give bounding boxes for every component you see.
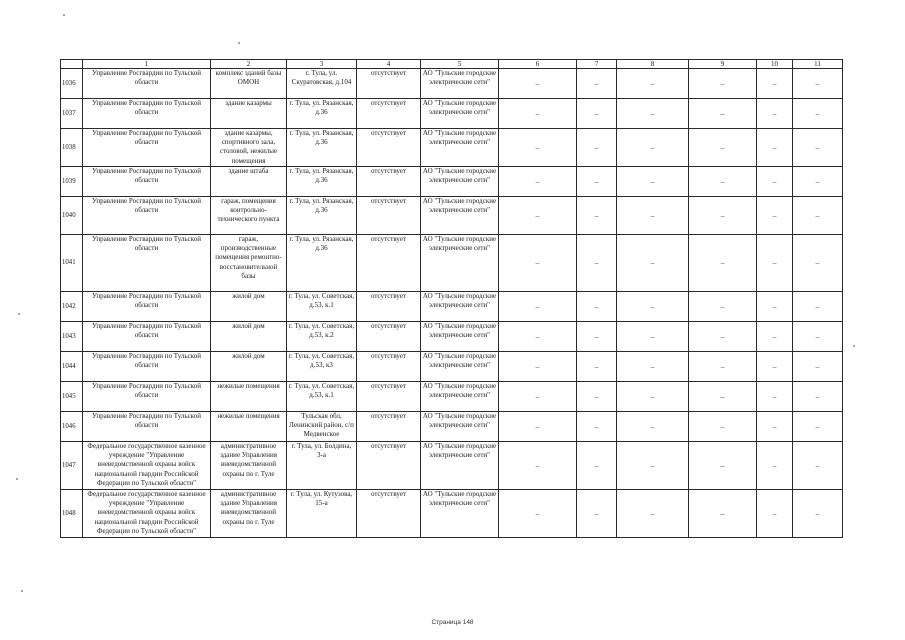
grid-owner-cell: АО "Тульские городские электрические сети" [421,235,499,292]
row-number-cell: 1044 [61,352,83,382]
empty-value-cell: – [499,442,577,490]
object-cell: жилой дом [211,322,287,352]
table-row [61,69,843,99]
empty-value-cell: – [793,292,843,322]
empty-value-cell: – [617,292,689,322]
table-row [61,322,843,352]
empty-value-cell: – [577,99,617,129]
empty-value-cell: – [617,442,689,490]
empty-value-cell: – [793,490,843,538]
table-row [61,167,843,197]
status-cell: отсутствует [357,442,421,490]
header-row [61,60,843,69]
empty-value-cell: – [577,235,617,292]
row-number-cell: 1045 [61,382,83,412]
empty-value-cell: – [499,322,577,352]
row-number-cell: 1040 [61,197,83,235]
empty-value-cell: – [689,292,757,322]
scan-speck [21,590,23,592]
empty-value-cell: – [577,442,617,490]
grid-owner-cell: АО "Тульские городские электрические сети" [421,99,499,129]
empty-value-cell: – [757,352,793,382]
header-cell: 8 [617,60,689,69]
empty-value-cell: – [757,412,793,442]
row-number-cell: 1048 [61,490,83,538]
empty-value-cell: – [499,292,577,322]
address-cell: г. Тула, ул. Рязанская, д.36 [287,235,357,292]
empty-value-cell: – [757,382,793,412]
object-cell: гараж, производственные помещения ремонтно-восстановительной базы [211,235,287,292]
empty-value-cell: – [757,167,793,197]
scan-speck [238,42,240,44]
grid-owner-cell: АО "Тульские городские электрические сети" [421,412,499,442]
empty-value-cell: – [577,352,617,382]
empty-value-cell: – [617,69,689,99]
address-cell: г. Тула, ул. Рязанская, д.36 [287,197,357,235]
object-cell: жилой дом [211,292,287,322]
empty-value-cell: – [617,197,689,235]
empty-value-cell: – [617,99,689,129]
object-cell: административное здание Управления вневедомственной охраны по г. Туле [211,490,287,538]
empty-value-cell: – [689,129,757,167]
status-cell: отсутствует [357,129,421,167]
header-cell: 1 [83,60,211,69]
grid-owner-cell: АО "Тульские городские электрические сети" [421,197,499,235]
empty-value-cell: – [577,167,617,197]
status-cell: отсутствует [357,382,421,412]
address-cell: Тульская обл, Ленинский район, с/п Медвенское [287,412,357,442]
organization-cell: Управление Росгвардии по Тульской области [83,99,211,129]
empty-value-cell: – [499,129,577,167]
header-cell: 10 [757,60,793,69]
table-row [61,412,843,442]
page-number: Страница 148 [431,619,474,626]
header-cell: 11 [793,60,843,69]
row-number-cell: 1038 [61,129,83,167]
empty-value-cell: – [689,235,757,292]
status-cell: отсутствует [357,197,421,235]
status-cell: отсутствует [357,490,421,538]
table-row [61,235,843,292]
organization-cell: Управление Росгвардии по Тульской области [83,129,211,167]
grid-owner-cell: АО "Тульские городские электрические сети" [421,442,499,490]
empty-value-cell: – [689,322,757,352]
header-cell: 2 [211,60,287,69]
grid-owner-cell: АО "Тульские городские электрические сети" [421,382,499,412]
scan-speck [853,345,855,347]
organization-cell: Федеральное государственное казенное учреждение "Управление вневедомственной охраны войск национальной гвардии Российской Федерации по Тульской области" [83,490,211,538]
empty-value-cell: – [617,352,689,382]
object-cell: здание казармы, спортивного зала, столовой, нежилые помещения [211,129,287,167]
status-cell: отсутствует [357,167,421,197]
empty-value-cell: – [793,129,843,167]
object-cell: нежилые помещения [211,382,287,412]
organization-cell: Управление Росгвардии по Тульской области [83,412,211,442]
empty-value-cell: – [793,235,843,292]
empty-value-cell: – [617,382,689,412]
status-cell: отсутствует [357,99,421,129]
empty-value-cell: – [617,129,689,167]
empty-value-cell: – [499,382,577,412]
empty-value-cell: – [617,167,689,197]
empty-value-cell: – [499,490,577,538]
header-cell: 9 [689,60,757,69]
table-row [61,292,843,322]
scan-speck [63,14,65,16]
status-cell: отсутствует [357,352,421,382]
object-cell: комплекс зданий базы ОМОН [211,69,287,99]
empty-value-cell: – [757,99,793,129]
row-number-cell: 1046 [61,412,83,442]
status-cell: отсутствует [357,69,421,99]
empty-value-cell: – [757,490,793,538]
empty-value-cell: – [757,129,793,167]
registry-table [60,59,843,538]
empty-value-cell: – [757,235,793,292]
address-cell: г. Тула, ул. Кутузова, 15-а [287,490,357,538]
row-number-cell: 1041 [61,235,83,292]
empty-value-cell: – [793,322,843,352]
empty-value-cell: – [617,412,689,442]
table-row [61,99,843,129]
organization-cell: Управление Росгвардии по Тульской области [83,352,211,382]
empty-value-cell: – [577,69,617,99]
empty-value-cell: – [577,382,617,412]
grid-owner-cell: АО "Тульские городские электрические сети" [421,129,499,167]
object-cell: административное здание Управления вневедомственной охраны по г. Туле [211,442,287,490]
empty-value-cell: – [689,99,757,129]
object-cell: здание штаба [211,167,287,197]
address-cell: г. Тула, ул. Советская, д.53, к.2 [287,322,357,352]
empty-value-cell: – [577,412,617,442]
empty-value-cell: – [757,322,793,352]
empty-value-cell: – [617,235,689,292]
address-cell: г. Тула, ул. Советская, д.53, к3 [287,352,357,382]
grid-owner-cell: АО "Тульские городские электрические сети" [421,69,499,99]
address-cell: г. Тула, ул. Советская, д.53, к.1 [287,382,357,412]
empty-value-cell: – [793,99,843,129]
empty-value-cell: – [793,69,843,99]
organization-cell: Управление Росгвардии по Тульской области [83,69,211,99]
object-cell: здание казармы [211,99,287,129]
object-cell: нежилые помещения [211,412,287,442]
row-number-cell: 1037 [61,99,83,129]
empty-value-cell: – [689,490,757,538]
address-cell: г. Тула, ул. Скуратовская, д.104 [287,69,357,99]
empty-value-cell: – [617,490,689,538]
organization-cell: Управление Росгвардии по Тульской области [83,167,211,197]
table-row [61,442,843,490]
grid-owner-cell: АО "Тульские городские электрические сети" [421,167,499,197]
address-cell: г. Тула, ул. Советская, д.53, к.1 [287,292,357,322]
organization-cell: Управление Росгвардии по Тульской области [83,292,211,322]
empty-value-cell: – [577,197,617,235]
header-cell: 4 [357,60,421,69]
header-cell: 6 [499,60,577,69]
empty-value-cell: – [577,322,617,352]
address-cell: г. Тула, ул. Рязанская, д.36 [287,129,357,167]
empty-value-cell: – [793,197,843,235]
table-row [61,197,843,235]
empty-value-cell: – [757,69,793,99]
row-number-cell: 1047 [61,442,83,490]
empty-value-cell: – [757,197,793,235]
header-cell: 7 [577,60,617,69]
organization-cell: Управление Росгвардии по Тульской области [83,382,211,412]
status-cell: отсутствует [357,235,421,292]
empty-value-cell: – [793,412,843,442]
row-number-cell: 1036 [61,69,83,99]
empty-value-cell: – [689,382,757,412]
empty-value-cell: – [499,352,577,382]
status-cell: отсутствует [357,412,421,442]
grid-owner-cell: АО "Тульские городские электрические сети" [421,322,499,352]
row-number-cell: 1039 [61,167,83,197]
object-cell: гараж, помещения контрольно-технического пункта [211,197,287,235]
table-row [61,490,843,538]
status-cell: отсутствует [357,292,421,322]
empty-value-cell: – [689,197,757,235]
empty-value-cell: – [577,490,617,538]
empty-value-cell: – [793,382,843,412]
empty-value-cell: – [793,442,843,490]
address-cell: г. Тула, ул. Рязанская, д.36 [287,167,357,197]
empty-value-cell: – [689,442,757,490]
header-cell: 5 [421,60,499,69]
empty-value-cell: – [499,235,577,292]
empty-value-cell: – [499,167,577,197]
empty-value-cell: – [689,352,757,382]
table-row [61,352,843,382]
grid-owner-cell: АО "Тульские городские электрические сети" [421,292,499,322]
address-cell: г. Тула, ул. Болдина, 3-а [287,442,357,490]
empty-value-cell: – [499,99,577,129]
status-cell: отсутствует [357,322,421,352]
grid-owner-cell: АО "Тульские городские электрические сети" [421,490,499,538]
grid-owner-cell: АО "Тульские городские электрические сети" [421,352,499,382]
table-body [61,60,843,538]
empty-value-cell: – [499,197,577,235]
empty-value-cell: – [499,69,577,99]
empty-value-cell: – [499,412,577,442]
empty-value-cell: – [757,292,793,322]
empty-value-cell: – [689,412,757,442]
empty-value-cell: – [689,167,757,197]
scan-speck [16,478,18,480]
row-number-cell: 1043 [61,322,83,352]
row-number-cell: 1042 [61,292,83,322]
organization-cell: Федеральное государственное казенное учреждение "Управление вневедомственной охраны войск национальной гвардии Российской Федерации по Тульской области" [83,442,211,490]
address-cell: г. Тула, ул. Рязанская, д.36 [287,99,357,129]
organization-cell: Управление Росгвардии по Тульской области [83,322,211,352]
empty-value-cell: – [793,167,843,197]
empty-value-cell: – [793,352,843,382]
table-row [61,382,843,412]
scan-speck [18,313,20,315]
object-cell: жилой дом [211,352,287,382]
empty-value-cell: – [689,69,757,99]
organization-cell: Управление Росгвардии по Тульской области [83,197,211,235]
empty-value-cell: – [577,292,617,322]
empty-value-cell: – [617,322,689,352]
empty-value-cell: – [577,129,617,167]
header-cell-blank [61,60,83,69]
organization-cell: Управление Росгвардии по Тульской области [83,235,211,292]
empty-value-cell: – [757,442,793,490]
header-cell: 3 [287,60,357,69]
table-row [61,129,843,167]
